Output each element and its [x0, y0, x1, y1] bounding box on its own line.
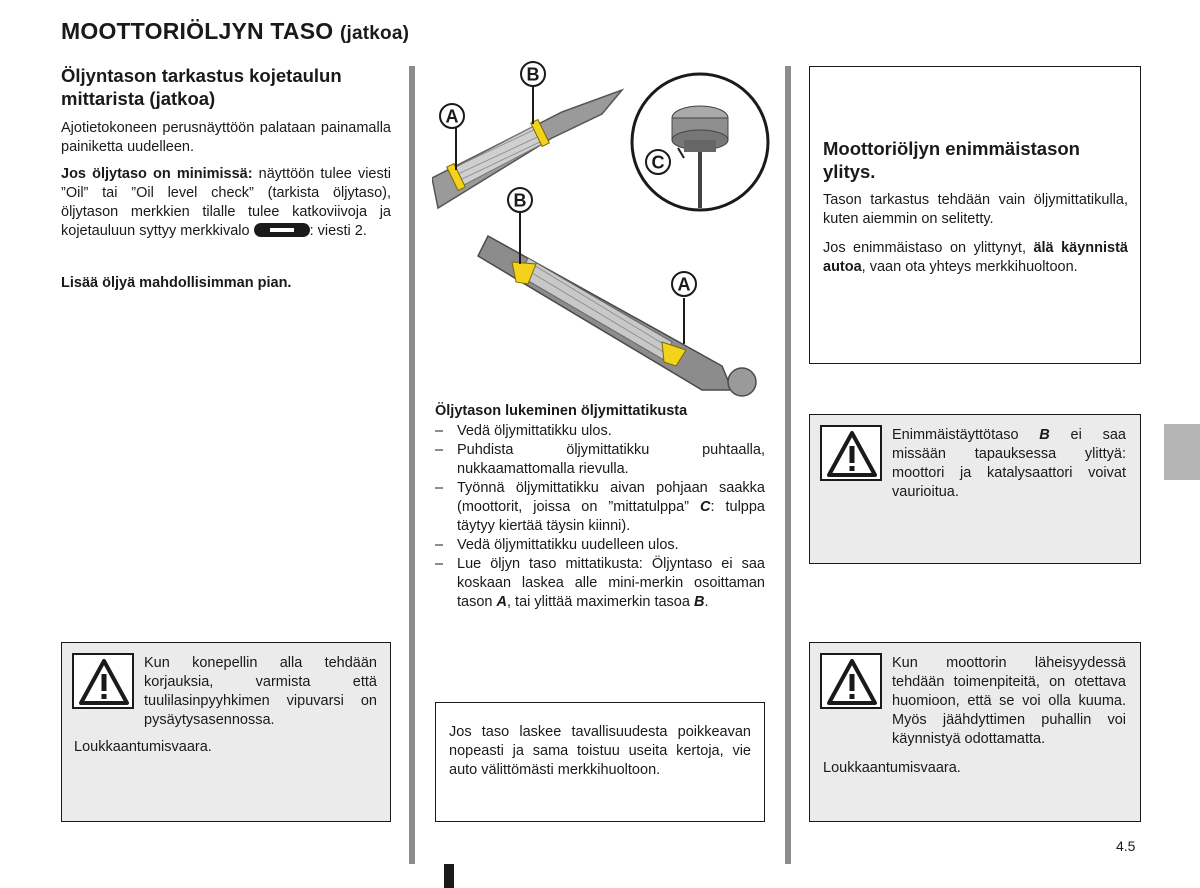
procedure-steps [435, 422, 765, 612]
max-level-title: Moottoriöljyn enimmäistason ylitys. [823, 138, 1080, 182]
warning-triangle-icon [820, 653, 882, 709]
section-title: Öljyntason tarkastus kojetaulun mittarista (jatkoa) [61, 65, 342, 109]
max-level-p1: Tason tarkastus tehdään vain öljymittatikulla, kuten aiemmin on selitetty. [823, 192, 1128, 227]
left-warning-box [61, 642, 391, 822]
label-b-top [521, 62, 545, 86]
label-a-top [440, 104, 464, 128]
minimum-level-end: : viesti 2. [309, 223, 367, 239]
warning-triangle-icon [72, 653, 134, 709]
max-level-box [809, 66, 1141, 364]
svg-text:B: B [526, 64, 540, 85]
max-level-warning-text: Enimmäistäyttötaso B ei saa missään tapauksessa ylittyä: moottori ja katalysaattori voivat vaurioitua. [892, 427, 1126, 500]
chapter-tab [1164, 424, 1200, 480]
procedure-step: – Työnnä öljymittatikku aivan pohjaan saakka (moottorit, joissa on ”mittatulppa” C: tulppa täytyy kiertää täysin kiinni). [435, 480, 765, 534]
max-level-p2: Jos enimmäistaso on ylittynyt, älä käynnistä autoa, vaan ota yhteys merkkihuoltoon. [823, 240, 1128, 275]
note-box [435, 702, 765, 822]
procedure-step: – Lue öljyn taso mittatikusta: Öljyntaso ei saa koskaan laskea alle mini-merkin osoittaman tason A, tai ylittää maximerkin tasoa B. [435, 556, 765, 610]
hot-engine-warning-text: Kun moottorin läheisyydessä tehdään toimenpiteitä, on otettava huomioon, että se voi olla kuuma. Myös jäähdyttimen puhallin voi käynnistyä odottamatta. [892, 655, 1126, 747]
footer-marker [444, 864, 454, 888]
hot-engine-warning-box [809, 642, 1141, 822]
left-warning-text: Kun konepellin alla tehdään korjauksia, varmista että tuulilasinpyyhkimen vipuvarsi on pysäytysasennossa. [144, 655, 377, 728]
procedure-step: – Puhdista öljymittatikku puhtaalla, nukkaamattomalla rievulla. [435, 442, 765, 477]
note-box-text: Jos taso laskee tavallisuudesta poikkeavan nopeasti ja sama toistuu useita kertoja, vie auto välittömästi merkkihuoltoon. [449, 724, 751, 778]
wrench-warning-light-icon [254, 223, 310, 237]
svg-text:C: C [651, 152, 665, 173]
label-c [646, 150, 670, 174]
procedure-title: Öljytason lukeminen öljymittatikusta [435, 403, 688, 419]
svg-text:A: A [677, 274, 691, 295]
minimum-level-paragraph [61, 165, 391, 241]
dipstick-illustration [432, 60, 772, 400]
left-warning-note: Loukkaantumisvaara. [74, 739, 212, 755]
max-level-warning-box [809, 414, 1141, 564]
page-title-suffix: (jatkoa) [339, 23, 410, 44]
procedure-step: – Vedä öljymittatikku uudelleen ulos. [435, 537, 679, 553]
left-column-rule [409, 66, 415, 864]
svg-text:B: B [513, 190, 527, 211]
svg-text:A: A [445, 106, 459, 127]
minimum-level-text: näyttöön tulee viesti ”Oil” tai ”Oil level check” (tarkista öljytaso), öljytason merkkien tilalle tulee katkoviivoja ja kojetauluun syttyy merkkivalo [61, 166, 391, 239]
intro-paragraph: Ajotietokoneen perusnäyttöön palataan painamalla painiketta uudelleen. [61, 120, 391, 155]
label-a-bottom [672, 272, 696, 296]
page-title [61, 18, 409, 45]
label-b-bottom [508, 188, 532, 212]
hot-engine-warning-note: Loukkaantumisvaara. [823, 760, 961, 776]
procedure-step: – Vedä öljymittatikku ulos. [435, 423, 612, 439]
page-title-main: MOOTTORIÖLJYN TASO [61, 18, 334, 44]
minimum-level-lead: Jos öljytaso on minimissä: [61, 166, 253, 182]
add-oil-instruction: Lisää öljyä mahdollisimman pian. [61, 275, 292, 291]
right-column-rule [785, 66, 791, 864]
warning-triangle-icon [820, 425, 882, 481]
page-number: 4.5 [1116, 838, 1136, 854]
